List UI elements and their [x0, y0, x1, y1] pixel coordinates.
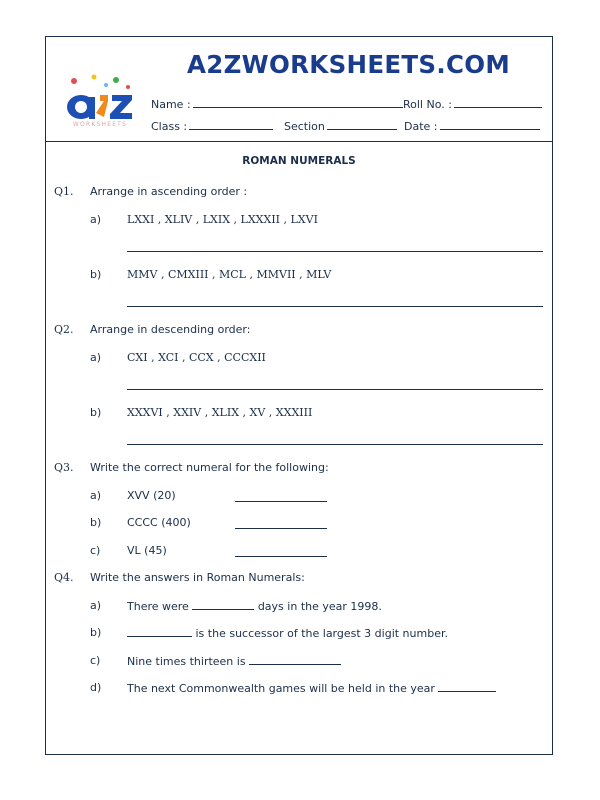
worksheet-frame — [45, 36, 553, 755]
q4d-pre-text: The next Commonwealth games will be held in the year — [127, 682, 435, 695]
q1-number: Q1. — [54, 185, 74, 198]
q3c-label: c) — [90, 544, 101, 557]
q4a-pre-text: There were — [127, 600, 189, 613]
section-label: Section — [284, 120, 325, 133]
q4b-post-text: is the successor of the largest 3 digit number. — [195, 627, 448, 640]
q4c-answer-blank[interactable] — [249, 654, 341, 665]
name-field[interactable] — [151, 97, 403, 111]
q1a-label: a) — [90, 213, 102, 226]
q2b-label: b) — [90, 406, 102, 419]
q3a-answer-blank[interactable] — [235, 501, 327, 502]
header-divider — [46, 141, 552, 142]
q3b-text: CCCC (400) — [127, 516, 191, 529]
worksheet-title: ROMAN NUMERALS — [242, 155, 356, 167]
q4c-sentence — [127, 654, 341, 668]
q4d-answer-blank[interactable] — [438, 681, 496, 692]
q2b-text: XXXVI , XXIV , XLIX , XV , XXXIII — [127, 406, 313, 419]
q1-text: Arrange in ascending order : — [90, 185, 248, 198]
logo-text: WORKSHEETS — [72, 121, 128, 128]
q3-text: Write the correct numeral for the following: — [90, 461, 329, 474]
q3a-text: XVV (20) — [127, 489, 176, 502]
q4d-sentence — [127, 681, 496, 695]
class-field[interactable] — [151, 119, 273, 133]
q3b-label: b) — [90, 516, 102, 529]
q4a-label: a) — [90, 599, 102, 612]
q4-text: Write the answers in Roman Numerals: — [90, 571, 305, 584]
a2z-logo — [60, 73, 140, 125]
roll-label: Roll No. : — [403, 98, 452, 111]
q3c-answer-blank[interactable] — [235, 556, 327, 557]
q1b-text: MMV , CMXIII , MCL , MMVII , MLV — [127, 268, 332, 281]
q2a-label: a) — [90, 351, 102, 364]
section-field[interactable] — [284, 119, 397, 133]
site-title: A2ZWORKSHEETS.COM — [187, 50, 511, 79]
q2-number: Q2. — [54, 323, 74, 336]
q4a-post-text: days in the year 1998. — [257, 600, 382, 613]
q1a-answer-line[interactable] — [127, 251, 543, 252]
name-label: Name : — [151, 98, 191, 111]
q1b-answer-line[interactable] — [127, 306, 543, 307]
q4b-sentence — [127, 626, 448, 640]
q4d-label: d) — [90, 681, 102, 694]
date-label: Date : — [404, 120, 438, 133]
roll-number-field[interactable] — [403, 97, 542, 111]
q3-number: Q3. — [54, 461, 74, 474]
q1a-text: LXXI , XLIV , LXIX , LXXXII , LXVI — [127, 213, 318, 226]
q4b-answer-blank[interactable] — [127, 626, 192, 637]
q4a-answer-blank[interactable] — [192, 599, 254, 610]
class-label: Class : — [151, 120, 188, 133]
q3a-label: a) — [90, 489, 102, 502]
q4-number: Q4. — [54, 571, 74, 584]
q4c-pre-text: Nine times thirteen is — [127, 655, 246, 668]
q3c-text: VL (45) — [127, 544, 167, 557]
q4c-label: c) — [90, 654, 101, 667]
q4b-label: b) — [90, 626, 102, 639]
q4a-sentence — [127, 599, 382, 613]
q2-text: Arrange in descending order: — [90, 323, 251, 336]
q3b-answer-blank[interactable] — [235, 528, 327, 529]
date-field[interactable] — [404, 119, 540, 133]
q2a-text: CXI , XCI , CCX , CCCXII — [127, 351, 266, 364]
q2b-answer-line[interactable] — [127, 444, 543, 445]
q2a-answer-line[interactable] — [127, 389, 543, 390]
q1b-label: b) — [90, 268, 102, 281]
